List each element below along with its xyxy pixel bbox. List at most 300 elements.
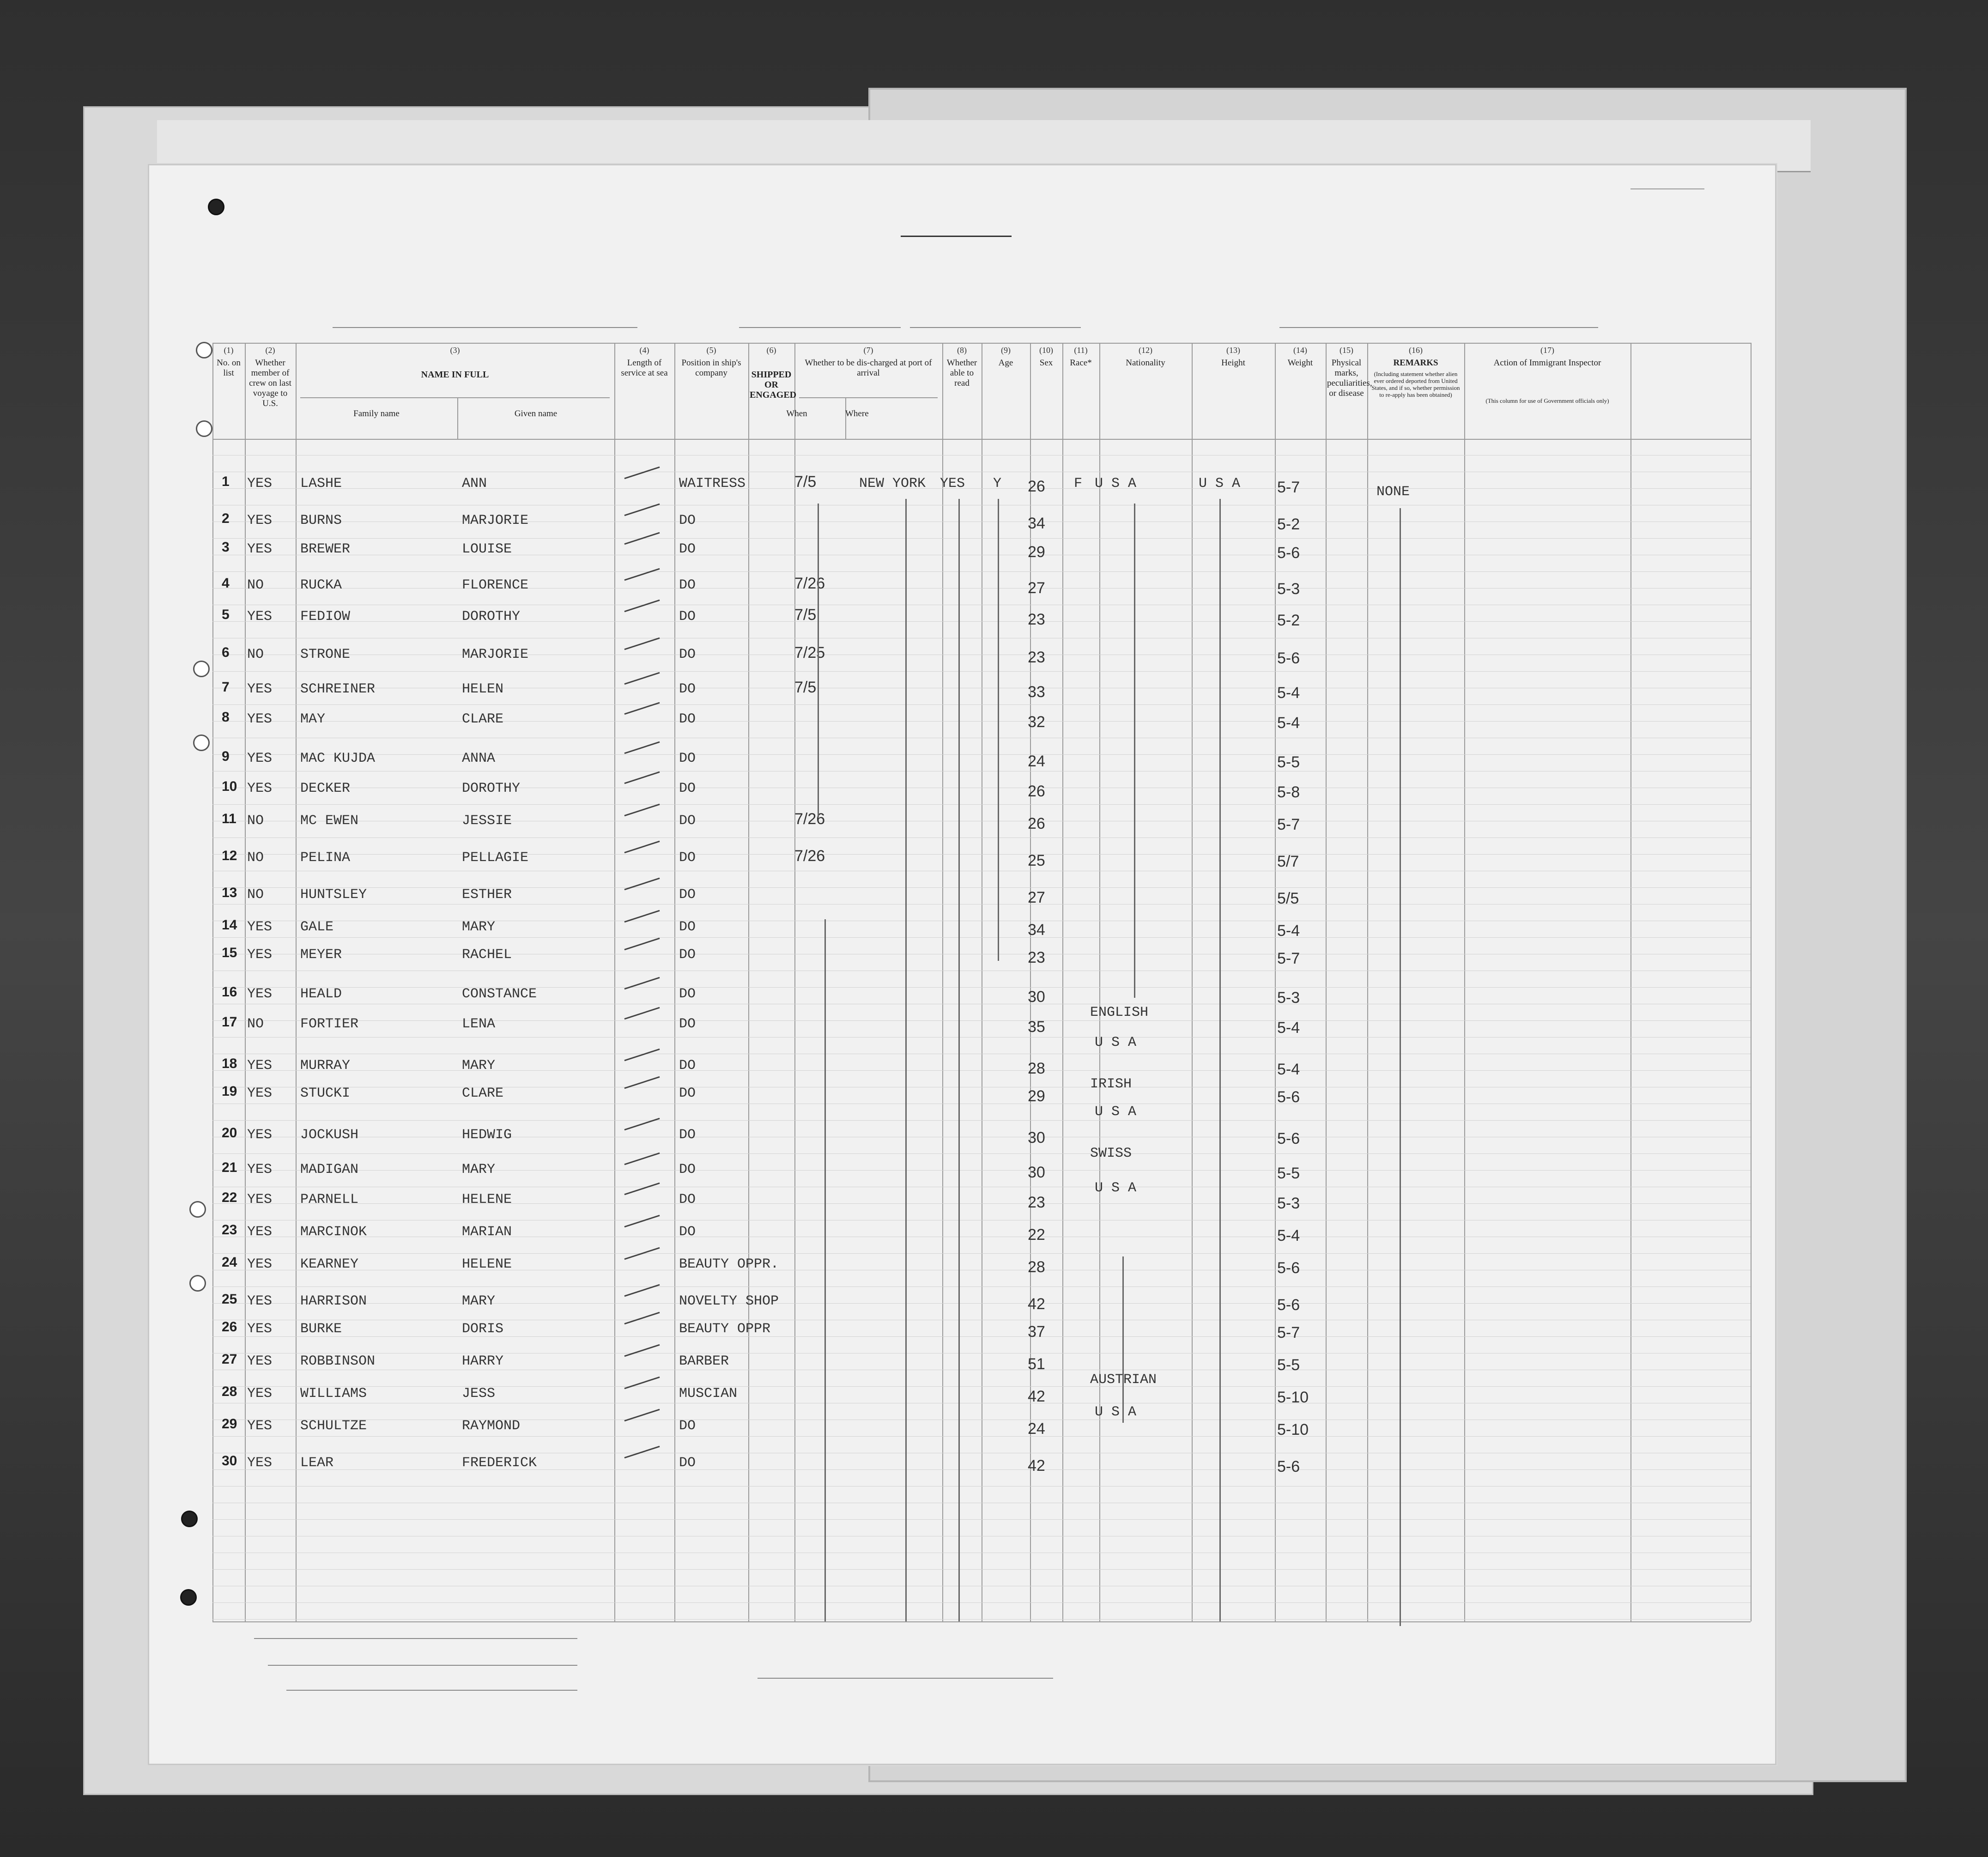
column-header: No. on list [217, 358, 241, 378]
ruled-line [212, 671, 1751, 672]
sub-header-rule [300, 397, 610, 398]
age: 23 [1028, 649, 1045, 666]
row-number: 20 [222, 1125, 237, 1141]
row-number: 25 [222, 1292, 237, 1307]
shipped-where: NEW YORK [859, 476, 926, 492]
row-number: 5 [222, 607, 230, 622]
given-name: RAYMOND [462, 1418, 521, 1434]
column-number: (17) [1540, 346, 1554, 355]
row-number: 22 [222, 1190, 237, 1205]
ship-position: DO [679, 647, 696, 662]
race: AUSTRIAN [1090, 1372, 1157, 1388]
family-name: MURRAY [300, 1058, 351, 1074]
ship-position: DO [679, 850, 696, 866]
ditto-mark [998, 499, 999, 961]
height: 5-5 [1277, 1356, 1300, 1374]
age: 23 [1028, 1194, 1045, 1211]
column-number: (16) [1409, 346, 1423, 355]
column-divider [748, 343, 749, 1621]
ship-position: DO [679, 947, 696, 963]
age: 30 [1028, 1164, 1045, 1181]
column-header: Physical marks, peculiarities, or disease [1327, 358, 1372, 398]
ship-position: BARBER [679, 1353, 729, 1369]
family-name: HARRISON [300, 1293, 367, 1309]
age: 25 [1028, 852, 1045, 869]
crew-last-voyage: YES [247, 919, 273, 935]
height: 5-6 [1277, 1296, 1300, 1314]
column-number: (13) [1226, 346, 1240, 355]
column-divider [1630, 343, 1631, 1621]
given-name: MARY [462, 919, 496, 935]
family-name: SCHULTZE [300, 1418, 367, 1434]
crew-last-voyage: YES [247, 476, 273, 492]
punch-hole [193, 734, 210, 751]
height: 5-4 [1277, 1019, 1300, 1037]
crew-last-voyage: YES [247, 711, 273, 727]
signature-line [758, 1678, 1053, 1679]
row-number: 17 [222, 1014, 237, 1030]
row-number: 10 [222, 779, 237, 794]
ruled-line [212, 854, 1751, 855]
column-header: Length of service at sea [621, 358, 668, 378]
column-subheader: Where [845, 409, 869, 419]
family-name: LEAR [300, 1455, 334, 1471]
row-number: 29 [222, 1416, 237, 1432]
ruled-line [212, 1469, 1751, 1470]
age: 34 [1028, 921, 1045, 939]
age: 33 [1028, 683, 1045, 701]
column-divider [942, 343, 943, 1621]
column-header: Action of Immigrant Inspector [1493, 358, 1601, 368]
race: U S A [1095, 476, 1137, 492]
height: 5-5 [1277, 753, 1300, 771]
family-name: LASHE [300, 476, 342, 492]
row-number: 21 [222, 1160, 237, 1175]
ship-position: DO [679, 1127, 696, 1143]
height: 5-3 [1277, 580, 1300, 598]
crew-last-voyage: YES [247, 1192, 273, 1208]
crew-last-voyage: YES [247, 1224, 273, 1240]
ship-position: DO [679, 1455, 696, 1471]
row-number: 9 [222, 749, 230, 764]
column-header: Weight [1287, 358, 1313, 368]
ship-position: DO [679, 1162, 696, 1177]
shipped-when: 7/26 [794, 575, 825, 592]
column-number: (12) [1139, 346, 1152, 355]
crew-last-voyage: YES [247, 1127, 273, 1143]
given-name: HELEN [462, 681, 504, 697]
ship-position: DO [679, 1016, 696, 1032]
table-bottom-rule [212, 1621, 1751, 1622]
column-note: (Including statement whether alien ever ordered deported from United States, and if so, whether permission to re-apply has been obtained) [1371, 370, 1460, 398]
height: 5-8 [1277, 783, 1300, 801]
given-name: JESSIE [462, 813, 512, 829]
agents-underline [286, 1690, 577, 1691]
ruled-line [212, 1253, 1751, 1254]
column-header: SHIPPED OR ENGAGED [750, 370, 797, 400]
column-header: Whether able to read [946, 358, 977, 388]
row-number: 2 [222, 511, 230, 526]
crew-last-voyage: YES [247, 681, 273, 697]
column-divider [212, 343, 213, 1621]
punch-hole [196, 420, 212, 437]
family-name: MEYER [300, 947, 342, 963]
ruled-line [212, 804, 1751, 805]
height: 5-7 [1277, 950, 1300, 967]
ruled-line [212, 488, 1751, 489]
ship-position: DO [679, 1086, 696, 1101]
ruled-line [212, 704, 1751, 705]
column-divider [614, 343, 615, 1621]
ditto-mark [818, 504, 819, 818]
age: 23 [1028, 949, 1045, 966]
column-subheader: When [786, 409, 807, 419]
height: 5-6 [1277, 1130, 1300, 1147]
age: 42 [1028, 1457, 1045, 1475]
ship-position: DO [679, 1192, 696, 1208]
column-note: (This column for use of Government officials only) [1485, 397, 1609, 404]
height: 5-6 [1277, 544, 1300, 562]
family-name: RUCKA [300, 577, 342, 593]
crew-last-voyage: YES [247, 1455, 273, 1471]
age: 30 [1028, 1129, 1045, 1147]
column-divider [1751, 343, 1752, 1621]
shipped-when: 7/26 [794, 810, 825, 828]
given-name: MARY [462, 1058, 496, 1074]
age: 26 [1028, 783, 1045, 800]
punch-hole [181, 1511, 198, 1527]
race: U S A [1095, 1404, 1137, 1420]
punch-hole [180, 1589, 197, 1606]
height: 5-6 [1277, 649, 1300, 667]
ship-position: DO [679, 1418, 696, 1434]
row-number: 7 [222, 680, 230, 695]
ruled-line [212, 1569, 1751, 1570]
ruled-line [212, 937, 1751, 938]
age: 22 [1028, 1226, 1045, 1244]
row-number: 11 [222, 811, 236, 826]
age: 51 [1028, 1355, 1045, 1373]
height: 5-5 [1277, 1165, 1300, 1182]
row-number: 4 [222, 576, 230, 591]
family-name: MC EWEN [300, 813, 359, 829]
given-name: FLORENCE [462, 577, 529, 593]
crew-last-voyage: NO [247, 577, 264, 593]
height: 5-6 [1277, 1088, 1300, 1106]
age: 23 [1028, 611, 1045, 628]
crew-last-voyage: NO [247, 887, 264, 903]
given-name: HEDWIG [462, 1127, 512, 1143]
row-number: 28 [222, 1384, 237, 1399]
height: 5/5 [1277, 890, 1299, 907]
ditto-mark [958, 499, 960, 1621]
ruled-line [212, 1020, 1751, 1021]
given-name: MARIAN [462, 1224, 512, 1240]
family-name: STUCKI [300, 1086, 351, 1101]
family-name: BREWER [300, 541, 351, 557]
ruled-line [212, 621, 1751, 622]
ruled-line [212, 1303, 1751, 1304]
height: 5-6 [1277, 1259, 1300, 1277]
given-name: HELENE [462, 1192, 512, 1208]
row-number: 27 [222, 1352, 237, 1367]
race: SWISS [1090, 1146, 1132, 1161]
column-header: Nationality [1126, 358, 1165, 368]
punch-hole [193, 661, 210, 677]
column-divider [794, 343, 795, 1621]
column-number: (10) [1039, 346, 1053, 355]
ship-position: BEAUTY OPPR. [679, 1256, 779, 1272]
date-underline [910, 327, 1081, 328]
age: 42 [1028, 1295, 1045, 1313]
row-number: 23 [222, 1222, 237, 1238]
ship-position: DO [679, 986, 696, 1002]
crew-last-voyage: YES [247, 1162, 273, 1177]
sex: F [1074, 476, 1083, 492]
family-name: GALE [300, 919, 334, 935]
row-number: 18 [222, 1056, 237, 1071]
height: 5-3 [1277, 989, 1300, 1007]
column-header: REMARKS [1393, 358, 1438, 368]
ditto-mark [905, 499, 907, 1621]
given-name: MARY [462, 1162, 496, 1177]
ditto-mark [1122, 1256, 1124, 1423]
ruled-line [212, 1486, 1751, 1487]
ruled-line [212, 1170, 1751, 1171]
ruled-line [212, 1619, 1751, 1620]
crew-last-voyage: YES [247, 1256, 273, 1272]
column-number: (2) [265, 346, 275, 355]
age: 28 [1028, 1060, 1045, 1077]
given-name: CLARE [462, 1086, 504, 1101]
row-number: 26 [222, 1319, 237, 1335]
age: 37 [1028, 1323, 1045, 1341]
family-name: SCHREINER [300, 681, 376, 697]
punch-hole [189, 1275, 206, 1292]
ruled-line [212, 1070, 1751, 1071]
given-name: LOUISE [462, 541, 512, 557]
row-number: 15 [222, 945, 237, 960]
given-name: MARY [462, 1293, 496, 1309]
crew-last-voyage: NO [247, 850, 264, 866]
ship-position: DO [679, 1058, 696, 1074]
column-subheader: Given name [514, 409, 558, 419]
family-name: PARNELL [300, 1192, 359, 1208]
age: 24 [1028, 1420, 1045, 1438]
age: 29 [1028, 1087, 1045, 1105]
crew-last-voyage: YES [247, 609, 273, 625]
height: 5-6 [1277, 1458, 1300, 1475]
age: 26 [1028, 815, 1045, 832]
ruled-line [212, 887, 1751, 888]
column-header: NAME IN FULL [421, 370, 489, 380]
height: 5-10 [1277, 1421, 1309, 1438]
owners-underline [268, 1665, 577, 1666]
given-name: MARJORIE [462, 513, 529, 528]
height: 5-2 [1277, 516, 1300, 533]
given-name: ANNA [462, 751, 496, 766]
title-underline [901, 236, 1012, 237]
ship-position: DO [679, 919, 696, 935]
column-divider [1062, 343, 1063, 1621]
given-name: RACHEL [462, 947, 512, 963]
crew-last-voyage: YES [247, 1058, 273, 1074]
age: 29 [1028, 543, 1045, 561]
family-name: ROBBINSON [300, 1353, 376, 1369]
discharged-at-arrival: YES [940, 476, 965, 492]
shipped-when: 7/26 [794, 847, 825, 865]
given-name: PELLAGIE [462, 850, 529, 866]
crew-last-voyage: YES [247, 781, 273, 796]
family-name: HUNTSLEY [300, 887, 367, 903]
nationality: U S A [1199, 476, 1241, 492]
family-name: DECKER [300, 781, 351, 796]
column-number: (11) [1074, 346, 1088, 355]
ruled-line [212, 1436, 1751, 1437]
ruled-line [212, 1336, 1751, 1337]
column-subheader: Family name [353, 409, 400, 419]
shipped-when: 7/5 [794, 679, 817, 696]
family-name: HEALD [300, 986, 342, 1002]
row-number: 8 [222, 710, 230, 725]
ship-position: NOVELTY SHOP [679, 1293, 779, 1309]
given-name: CLARE [462, 711, 504, 727]
able-to-read: Y [993, 476, 1002, 492]
punch-hole [189, 1201, 206, 1218]
row-number: 16 [222, 984, 237, 1000]
shipped-when: 7/5 [794, 606, 817, 624]
ruled-line [212, 754, 1751, 755]
race: ENGLISH [1090, 1005, 1149, 1020]
family-name: MADIGAN [300, 1162, 359, 1177]
ship-position: DO [679, 609, 696, 625]
ruled-line [212, 538, 1751, 539]
column-number: (6) [766, 346, 776, 355]
column-header: Sex [1039, 358, 1053, 368]
physical-marks: NONE [1376, 484, 1410, 500]
ship-position: DO [679, 887, 696, 903]
ditto-mark [1134, 504, 1135, 998]
punch-hole [208, 199, 224, 215]
column-header: Height [1221, 358, 1245, 368]
row-number: 14 [222, 917, 237, 933]
ruled-line [212, 571, 1751, 572]
crew-last-voyage: YES [247, 541, 273, 557]
column-header: Whether to be dis-charged at port of arrival [805, 358, 932, 378]
column-divider [1326, 343, 1327, 1621]
crew-last-voyage: YES [247, 1353, 273, 1369]
column-divider [245, 343, 246, 1621]
column-divider [1192, 343, 1193, 1621]
family-name: STRONE [300, 647, 351, 662]
crew-last-voyage: YES [247, 986, 273, 1002]
given-name: HARRY [462, 1353, 504, 1369]
column-number: (8) [957, 346, 967, 355]
row-number: 13 [222, 885, 237, 900]
row-number: 12 [222, 848, 237, 863]
family-name: BURNS [300, 513, 342, 528]
row-number: 24 [222, 1255, 237, 1270]
crew-last-voyage: YES [247, 1086, 273, 1101]
ditto-mark [1219, 499, 1221, 1621]
column-header: Whether member of crew on last voyage to U.S. [249, 358, 291, 408]
family-name: FEDIOW [300, 609, 351, 625]
height: 5-10 [1277, 1389, 1309, 1406]
ruled-line [212, 1602, 1751, 1603]
column-number: (14) [1293, 346, 1307, 355]
age: 32 [1028, 713, 1045, 731]
ship-position: DO [679, 1224, 696, 1240]
column-number: (1) [224, 346, 234, 355]
family-name: PELINA [300, 850, 351, 866]
sub-header-rule [799, 397, 938, 398]
shipped-when: 7/25 [794, 644, 825, 661]
ship-position: DO [679, 513, 696, 528]
given-name: MARJORIE [462, 647, 529, 662]
given-name: DORIS [462, 1321, 504, 1337]
column-header: Position in ship's company [681, 358, 741, 378]
ruled-line [212, 987, 1751, 988]
column-divider [674, 343, 675, 1621]
age: 27 [1028, 889, 1045, 906]
given-name: LENA [462, 1016, 496, 1032]
ship-position: DO [679, 813, 696, 829]
crew-last-voyage: YES [247, 1386, 273, 1402]
race: U S A [1095, 1104, 1137, 1120]
race: U S A [1095, 1180, 1137, 1196]
column-divider [1099, 343, 1100, 1621]
sheet-no-value [1630, 188, 1704, 189]
from-underline [1279, 327, 1598, 328]
family-name: MARCINOK [300, 1224, 367, 1240]
family-name: MAY [300, 711, 326, 727]
height: 5-4 [1277, 922, 1300, 940]
given-name: JESS [462, 1386, 496, 1402]
ruled-line [212, 721, 1751, 722]
given-name: FREDERICK [462, 1455, 537, 1471]
shipped-when: 7/5 [794, 473, 817, 491]
given-name: DOROTHY [462, 781, 521, 796]
family-name: JOCKUSH [300, 1127, 359, 1143]
given-name: ANN [462, 476, 487, 492]
height: 5-7 [1277, 479, 1300, 496]
given-name: DOROTHY [462, 609, 521, 625]
age: 34 [1028, 515, 1045, 532]
given-name: HELENE [462, 1256, 512, 1272]
ship-position: WAITRESS [679, 476, 746, 492]
family-name: BURKE [300, 1321, 342, 1337]
age: 27 [1028, 579, 1045, 597]
column-number: (15) [1339, 346, 1353, 355]
ruled-line [212, 1386, 1751, 1387]
column-divider [1367, 343, 1368, 1621]
given-name: ESTHER [462, 887, 512, 903]
crew-last-voyage: YES [247, 947, 273, 963]
crew-last-voyage: YES [247, 1418, 273, 1434]
punch-hole [196, 342, 212, 358]
column-header: Race* [1070, 358, 1092, 368]
height: 5/7 [1277, 853, 1299, 870]
family-name: WILLIAMS [300, 1386, 367, 1402]
family-name: FORTIER [300, 1016, 359, 1032]
row-number: 3 [222, 540, 230, 555]
height: 5-4 [1277, 684, 1300, 702]
ruled-line [212, 1203, 1751, 1204]
ship-position: DO [679, 577, 696, 593]
arriving-underline [739, 327, 901, 328]
ship-position: BEAUTY OPPR [679, 1321, 771, 1337]
age: 28 [1028, 1258, 1045, 1276]
